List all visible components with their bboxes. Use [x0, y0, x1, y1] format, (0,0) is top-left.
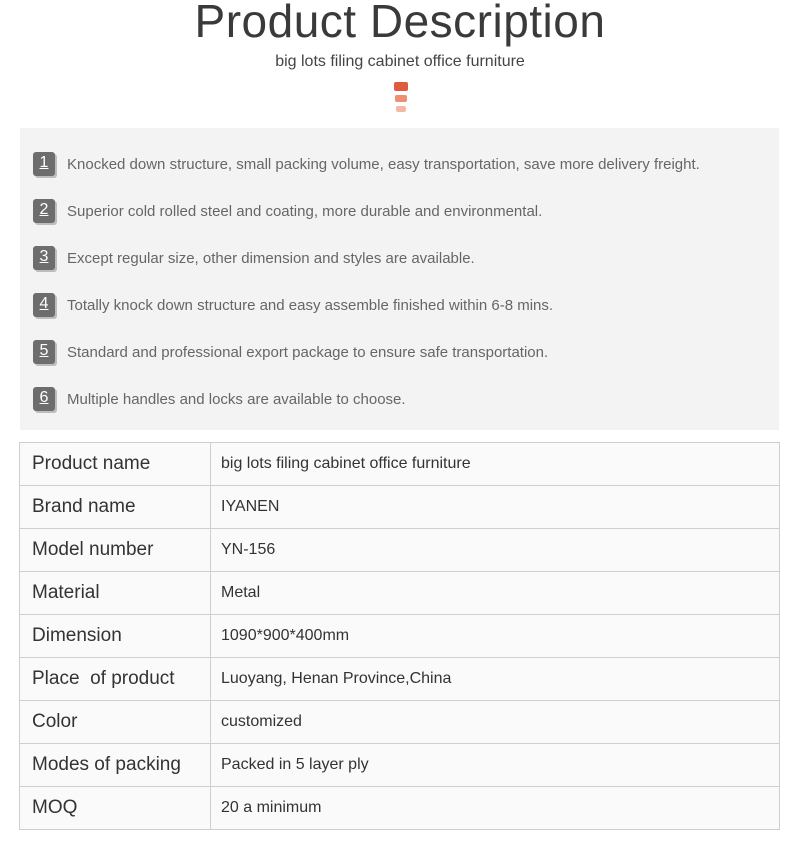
accent-dot	[394, 82, 408, 91]
feature-item	[33, 385, 406, 413]
page-title: Product Description	[194, 0, 606, 47]
spec-value: big lots filing cabinet office furniture	[211, 443, 780, 486]
feature-text: Standard and professional export package to ensure safe transportation.	[67, 343, 549, 361]
feature-text: Knocked down structure, small packing volume, easy transportation, save more delivery freight.	[67, 155, 700, 173]
feature-number-badge: 4	[33, 293, 55, 317]
spec-value: YN-156	[211, 529, 780, 572]
feature-text: Except regular size, other dimension and styles are available.	[67, 249, 475, 267]
spec-label: Place of product	[20, 658, 211, 701]
feature-number-badge: 5	[33, 340, 55, 364]
spec-label: Brand name	[20, 486, 211, 529]
feature-item	[33, 150, 700, 178]
feature-item	[33, 291, 553, 319]
spec-label: MOQ	[20, 787, 211, 830]
table-row	[20, 529, 780, 572]
accent-dot	[395, 95, 407, 102]
feature-text: Totally knock down structure and easy assemble finished within 6-8 mins.	[67, 296, 554, 314]
table-row	[20, 658, 780, 701]
table-row	[20, 443, 780, 486]
spec-value: Metal	[211, 572, 780, 615]
feature-text: Multiple handles and locks are available to choose.	[67, 390, 406, 408]
accent-dot	[396, 106, 406, 112]
spec-value: 20 a minimum	[211, 787, 780, 830]
table-row	[20, 572, 780, 615]
page-subtitle: big lots filing cabinet office furniture	[275, 53, 525, 70]
spec-value: Luoyang, Henan Province,China	[211, 658, 780, 701]
feature-item	[33, 338, 548, 366]
table-row	[20, 615, 780, 658]
spec-label: Modes of packing	[20, 744, 211, 787]
feature-list	[20, 128, 779, 430]
spec-value: 1090*900*400mm	[211, 615, 780, 658]
table-row	[20, 701, 780, 744]
decorative-dots	[393, 82, 409, 116]
spec-value: IYANEN	[211, 486, 780, 529]
table-row	[20, 486, 780, 529]
spec-label: Color	[20, 701, 211, 744]
feature-number-badge: 6	[33, 387, 55, 411]
table-row	[20, 744, 780, 787]
spec-label: Dimension	[20, 615, 211, 658]
feature-item	[33, 197, 542, 225]
spec-label: Product name	[20, 443, 211, 486]
spec-value: customized	[211, 701, 780, 744]
spec-label: Material	[20, 572, 211, 615]
feature-number-badge: 3	[33, 246, 55, 270]
feature-text: Superior cold rolled steel and coating, more durable and environmental.	[67, 202, 543, 220]
spec-value: Packed in 5 layer ply	[211, 744, 780, 787]
spec-label: Model number	[20, 529, 211, 572]
feature-number-badge: 1	[33, 152, 55, 176]
feature-number-badge: 2	[33, 199, 55, 223]
table-row	[20, 787, 780, 830]
feature-item	[33, 244, 475, 272]
spec-table	[19, 442, 780, 830]
